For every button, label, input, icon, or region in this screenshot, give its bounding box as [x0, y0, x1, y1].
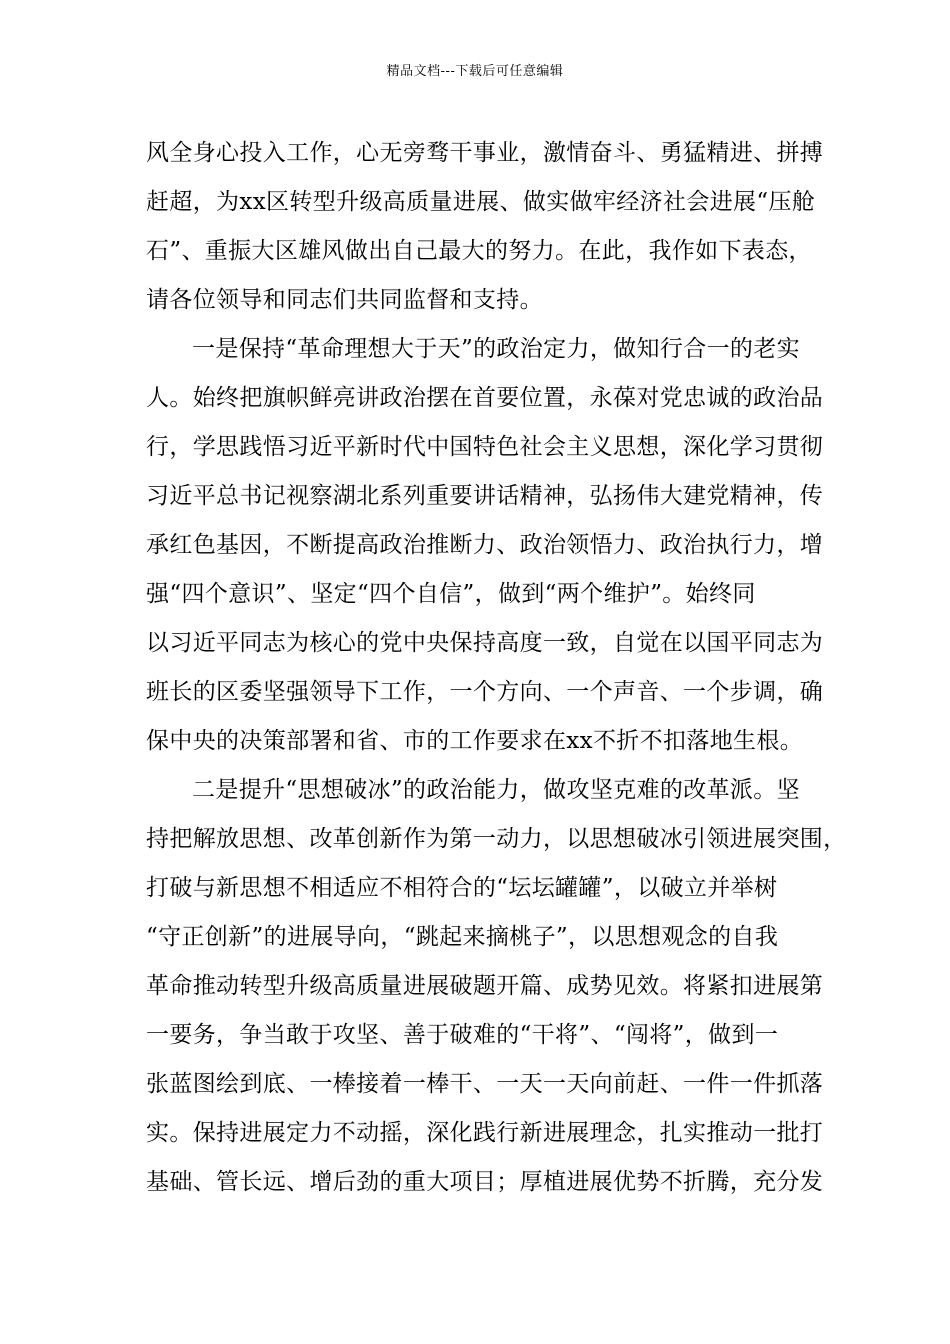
- text-line: 强“四个意识”、坚定“四个自信”，做到“两个维护”。始终同: [146, 581, 756, 607]
- text-line: 以习近平同志为核心的党中央保持高度一致，自觉在以国平同志为: [146, 630, 824, 656]
- text-line: 持把解放思想、改革创新作为第一动力，以思想破冰引领进展突围，: [146, 826, 847, 852]
- text-line: 实。保持进展定力不动摇，深化践行新进展理念，扎实推动一批打: [146, 1120, 824, 1146]
- text-line: 习近平总书记视察湖北系列重要讲话精神，弘扬伟大建党精神，传: [146, 483, 824, 509]
- document-body: [146, 129, 847, 1207]
- text-line: 赶超，为xx区转型升级高质量进展、做实做牢经济社会进展“压舱: [146, 189, 816, 215]
- text-line: 一是保持“革命理想大于天”的政治定力，做知行合一的老实: [192, 336, 800, 362]
- text-line: 基础、管长远、增后劲的重大项目；厚植进展优势不折腾，充分发: [146, 1169, 824, 1195]
- text-line: 人。始终把旗帜鲜亮讲政治摆在首要位置，永葆对党忠诚的政治品: [146, 385, 824, 411]
- paragraph: [146, 129, 824, 325]
- text-line: 承红色基因，不断提高政治推断力、政治领悟力、政治执行力，增: [146, 532, 824, 558]
- paragraph: [146, 325, 824, 766]
- text-line: “守正创新”的进展导向，“跳起来摘桃子”，以思想观念的自我: [146, 924, 779, 950]
- text-line: 张蓝图绘到底、一棒接着一棒干、一天一天向前赶、一件一件抓落: [146, 1071, 824, 1097]
- text-line: 二是提升“思想破冰”的政治能力，做攻坚克难的改革派。坚: [192, 777, 800, 803]
- paragraph: [146, 766, 847, 1207]
- text-line: 打破与新思想不相适应不相符合的“坛坛罐罐”，以破立并举树: [146, 875, 778, 901]
- text-line: 石”、重振大区雄风做出自己最大的努力。在此，我作如下表态，: [146, 238, 812, 264]
- text-line: 保中央的决策部署和省、市的工作要求在xx不折不扣落地生根。: [146, 728, 804, 754]
- text-line: 风全身心投入工作，心无旁骛干事业，激情奋斗、勇猛精进、拼搏: [146, 140, 824, 166]
- page-header: 精品文档---下载后可任意编辑: [386, 64, 564, 79]
- text-line: 班长的区委坚强领导下工作，一个方向、一个声音、一个步调，确: [146, 679, 824, 705]
- text-line: 行，学思践悟习近平新时代中国特色社会主义思想，深化学习贯彻: [146, 434, 824, 460]
- text-line: 请各位领导和同志们共同监督和支持。: [146, 287, 543, 313]
- text-line: 革命推动转型升级高质量进展破题开篇、成势见效。将紧扣进展第: [146, 973, 824, 999]
- text-line: 一要务，争当敢于攻坚、善于破难的“干将”、“闯将”，做到一: [146, 1022, 779, 1048]
